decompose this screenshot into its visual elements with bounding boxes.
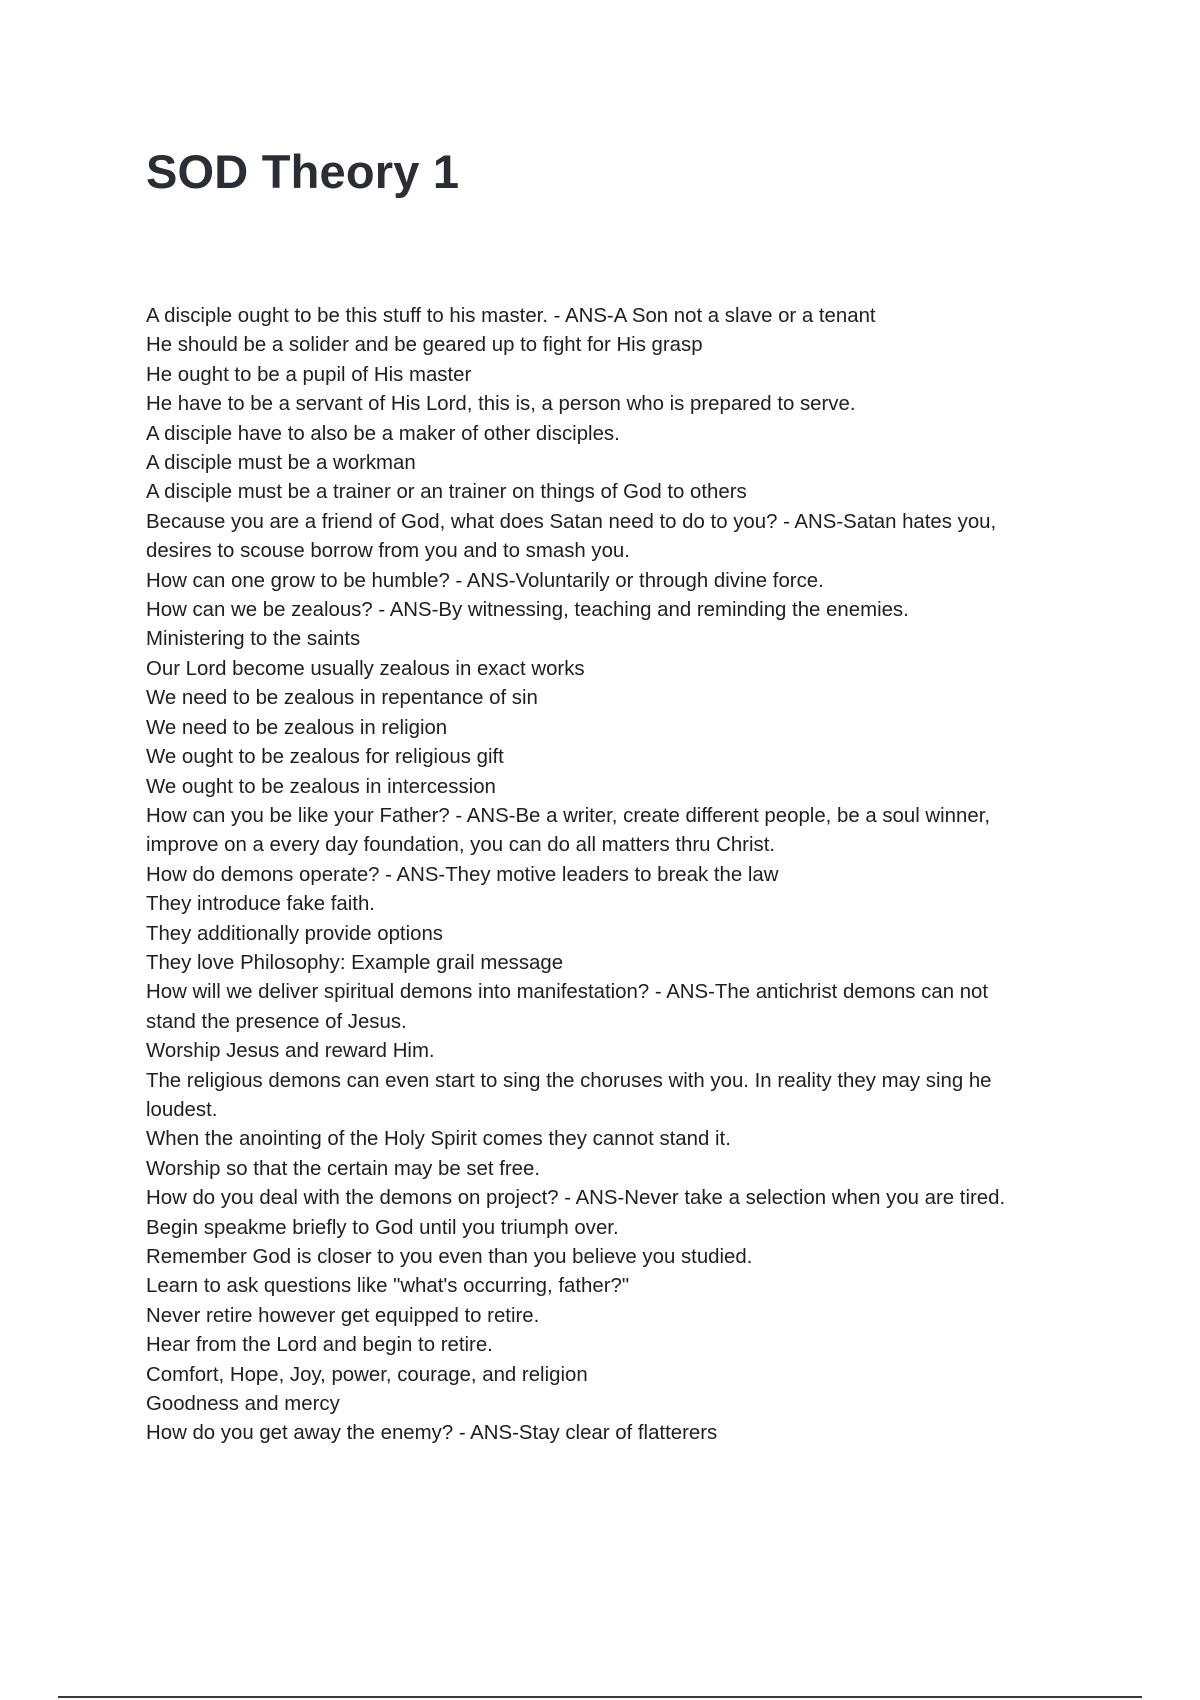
text-line: Because you are a friend of God, what does Satan need to do to you? - ANS-Satan hates you, [146,510,997,533]
text-line: Remember God is closer to you even than you believe you studied. [146,1246,753,1268]
text-line: He ought to be a pupil of His master [146,363,472,386]
text-line: We ought to be zealous in intercession [146,775,496,798]
text-line: Worship Jesus and reward Him. [146,1040,435,1063]
text-line: How can you be like your Father? - ANS-Be a writer, create different people, be a soul winner, [146,804,991,827]
text-line: When the anointing of the Holy Spirit comes they cannot stand it. [146,1128,731,1151]
text-line: The religious demons can even start to sing the choruses with you. In reality they may sing he [146,1069,992,1092]
text-line: We need to be zealous in repentance of sin [146,687,538,710]
text-line: Learn to ask questions like "what's occurring, father?" [146,1275,630,1298]
text-line: He should be a solider and be geared up to fight for His grasp [146,334,703,357]
text-line: Worship so that the certain may be set free. [146,1157,541,1180]
document-body [146,302,1086,1449]
text-line: They additionally provide options [146,922,443,945]
text-line: A disciple have to also be a maker of other disciples. [146,422,620,445]
text-line: improve on a every day foundation, you can do all matters thru Christ. [146,834,776,857]
text-line: Ministering to the saints [146,628,361,651]
text-line: Never retire however get equipped to retire. [146,1304,540,1327]
text-line: Begin speakme briefly to God until you triumph over. [146,1216,619,1239]
text-line: A disciple must be a workman [146,452,416,475]
text-line: How can we be zealous? - ANS-By witnessing, teaching and reminding the enemies. [146,599,909,622]
text-line: loudest. [146,1098,218,1121]
text-line: Comfort, Hope, Joy, power, courage, and religion [146,1363,588,1386]
text-line: We ought to be zealous for religious gift [146,746,504,769]
text-line: He have to be a servant of His Lord, this is, a person who is prepared to serve. [146,393,856,416]
text-line: They introduce fake faith. [146,893,375,916]
text-line: We need to be zealous in religion [146,716,448,739]
footer-divider [58,1696,1142,1698]
text-line: A disciple ought to be this stuff to his master. - ANS-A Son not a slave or a tenant [146,305,876,327]
document-title: SOD Theory 1 [146,145,460,198]
text-line: Our Lord become usually zealous in exact works [146,657,585,680]
text-line: Hear from the Lord and begin to retire. [146,1334,493,1357]
text-line: A disciple must be a trainer or an trainer on things of God to others [146,481,747,504]
text-line: How can one grow to be humble? - ANS-Voluntarily or through divine force. [146,569,824,592]
text-line: How do demons operate? - ANS-They motive leaders to break the law [146,863,779,886]
text-line: desires to scouse borrow from you and to smash you. [146,540,630,563]
text-line: How do you deal with the demons on project? - ANS-Never take a selection when you are tired. [146,1187,1006,1210]
text-line: Goodness and mercy [146,1393,340,1416]
text-line: stand the presence of Jesus. [146,1010,407,1033]
text-line: How do you get away the enemy? - ANS-Stay clear of flatterers [146,1422,718,1445]
text-line: They love Philosophy: Example grail message [146,951,564,974]
text-line: How will we deliver spiritual demons into manifestation? - ANS-The antichrist demons can not [146,981,989,1004]
